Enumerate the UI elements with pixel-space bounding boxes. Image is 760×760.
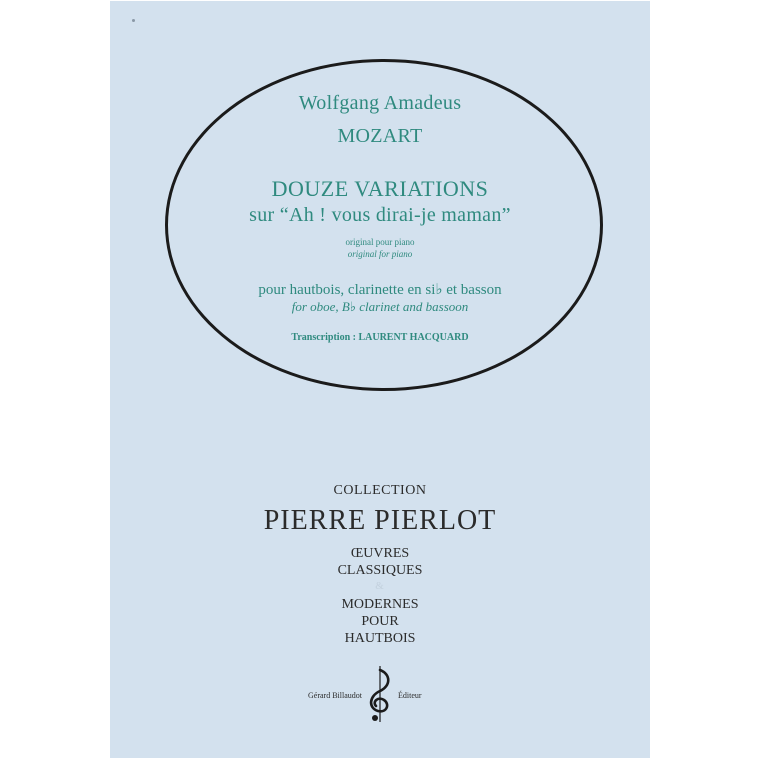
instrumentation-fr: pour hautbois, clarinette en si♭ et basson xyxy=(258,282,502,298)
series-line: CLASSIQUES xyxy=(337,563,423,578)
publisher-role: Éditeur xyxy=(398,691,422,700)
paper-speck xyxy=(132,19,135,22)
work-title: DOUZE VARIATIONS xyxy=(271,176,489,201)
transcription-credit: Transcription : LAURENT HACQUARD xyxy=(291,332,469,343)
series-line: POUR xyxy=(361,614,399,629)
publisher-name: Gérard Billaudot xyxy=(308,691,362,700)
composer-first-name: Wolfgang Amadeus xyxy=(298,92,462,114)
composer-last-name: MOZART xyxy=(337,125,423,147)
publisher-block xyxy=(110,664,650,724)
collection-label: COLLECTION xyxy=(333,483,427,498)
series-line: HAUTBOIS xyxy=(344,631,416,646)
series-line: ŒUVRES xyxy=(350,546,410,561)
series-line: MODERNES xyxy=(341,597,419,612)
treble-clef-logo-icon xyxy=(363,664,397,724)
score-cover xyxy=(110,1,650,758)
series-line-ampersand: & xyxy=(375,580,385,592)
collection-name: PIERRE PIERLOT xyxy=(263,505,497,536)
instrumentation-en: for oboe, B♭ clarinet and bassoon xyxy=(291,299,469,314)
original-note-en: original for piano xyxy=(347,249,413,259)
original-note-fr: original pour piano xyxy=(345,237,415,247)
work-subtitle: sur “Ah ! vous dirai-je maman” xyxy=(249,204,511,226)
